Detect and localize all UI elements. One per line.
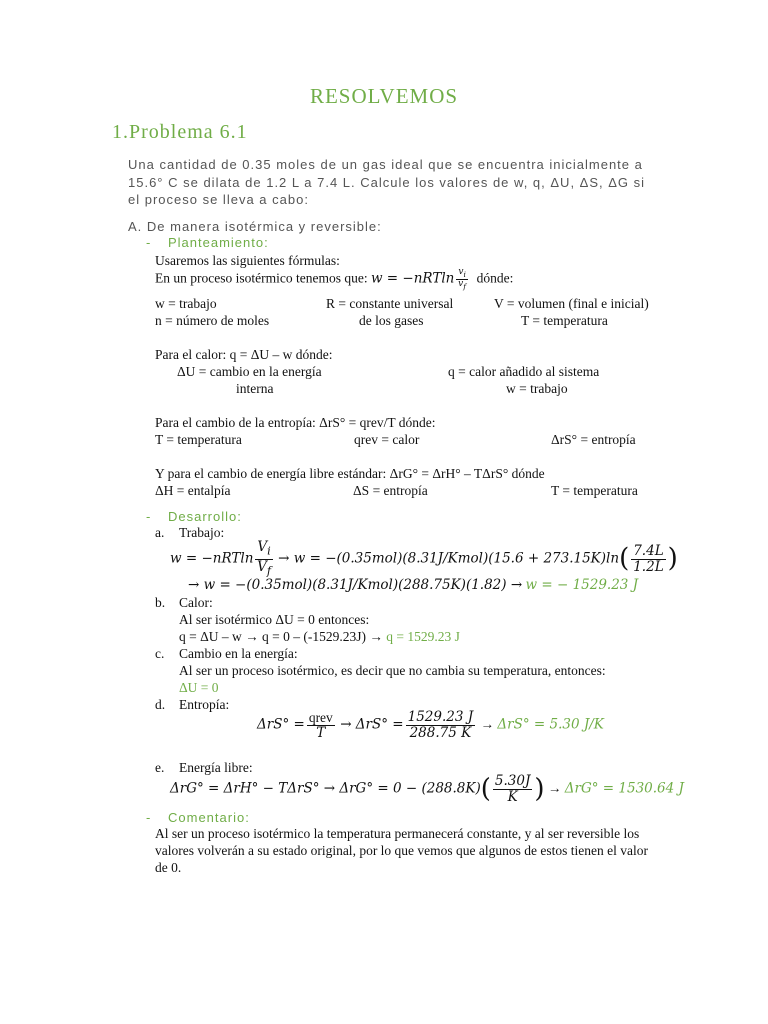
step-d-title: d. Entropía:	[155, 697, 230, 712]
heat-var-du-cont: interna	[236, 381, 274, 396]
gibbs-equation: ΔrG° = ΔrH° − TΔrS° → ΔrG° = 0 − (288.8K)( $\frac{5.30J}{K}$ ) → ΔrG° = 1530.64 J	[170, 773, 684, 805]
work-equation-2: → w = −(0.35mol)(8.31J/Kmol)(288.75K)(1.82) → w = − 1529.23 J	[188, 577, 639, 593]
var-v: V = volumen (final e inicial)	[494, 296, 649, 311]
entropy-var-t: T = temperatura	[155, 432, 242, 447]
energy-line-1: Al ser un proceso isotérmico, es decir que no cambia su temperatura, entonces:	[179, 663, 606, 678]
comentario-text: Al ser un proceso isotérmico la temperatura permanecerá constante, y al ser reversible los valores volverán a su estado original, por lo que vemos que algunos de estos tienen el valor de 0.	[155, 826, 648, 875]
formulas-intro: Usaremos las siguientes fórmulas:	[155, 253, 340, 268]
planteamiento-heading: - Planteamiento:	[146, 235, 269, 250]
problem-title: 1.Problema 6.1	[112, 121, 248, 143]
var-r: R = constante universal	[326, 296, 454, 311]
step-e-title: e. Energía libre:	[155, 760, 253, 775]
work-result: w = − 1529.23 J	[525, 577, 639, 593]
var-w: w = trabajo	[155, 296, 217, 311]
entropy-result: ΔrS° = 5.30 J/K	[497, 716, 604, 733]
step-b-title: b. Calor:	[155, 595, 213, 610]
gibbs-result: ΔrG° = 1530.64 J	[564, 780, 684, 797]
vi-vf-fraction: $\frac{V_i}{V_f}$	[257, 539, 272, 578]
energy-result: ΔU = 0	[179, 680, 219, 695]
heat-var-du: ΔU = cambio en la energía	[177, 364, 322, 379]
entropy-var-q: qrev = calor	[354, 432, 420, 447]
section-a-heading: A. De manera isotérmica y reversible:	[128, 219, 382, 234]
volume-fraction: $\frac{v_i}{v_f}$	[458, 267, 467, 291]
var-t: T = temperatura	[521, 313, 608, 328]
var-n: n = número de moles	[155, 313, 270, 328]
heat-var-q: q = calor añadido al sistema	[448, 364, 600, 379]
gibbs-fraction: $\frac{5.30J}{K}$	[494, 773, 531, 805]
step-a-title: a. Trabajo:	[155, 525, 225, 540]
problem-statement: Una cantidad de 0.35 moles de un gas ideal que se encuentra inicialmente a 15.6° C se dilata de 1.2 L a 7.4 L. Calcule los valores de w, q, ΔU, ΔS, ΔG si el proceso se lleva a cabo:	[128, 157, 646, 207]
gibbs-formula: Y para el cambio de energía libre estándar: ΔrG° = ΔrH° – TΔrS° dónde	[155, 466, 545, 481]
heat-line-2: q = ΔU – w → q = 0 – (-1529.23J) → q = 1529.23 J	[179, 629, 460, 644]
gibbs-var-h: ΔH = entalpía	[155, 483, 231, 498]
heat-formula: Para el calor: q = ΔU – w dónde:	[155, 347, 333, 362]
desarrollo-heading: - Desarrollo:	[146, 509, 242, 524]
heat-result: q = 1529.23 J	[386, 629, 460, 644]
entropy-value-fraction: $\frac{1529.23 J}{288.75 K}$	[407, 709, 474, 741]
isothermal-line: En un proceso isotérmico tenemos que: w = −nRTln $\frac{v_i}{v_f}$ dónde:	[155, 267, 514, 291]
qrev-over-t: $\frac{\text{qrev}}{T}$	[308, 710, 333, 741]
gibbs-var-t: T = temperatura	[551, 483, 638, 498]
comentario-heading: - Comentario:	[146, 810, 250, 825]
gibbs-var-s: ΔS = entropía	[353, 483, 428, 498]
step-c-title: c. Cambio en la energía:	[155, 646, 298, 661]
work-formula: w = −nRTln	[370, 270, 455, 287]
var-r-cont: de los gases	[359, 313, 424, 328]
entropy-formula: Para el cambio de la entropía: ΔrS° = qrev/T dónde:	[155, 415, 436, 430]
work-equation-1: w = −nRTln $\frac{V_i}{V_f}$ → w = −(0.35mol)(8.31J/Kmol)(15.6 + 273.15K)ln( $\frac{7.4L}{1.2L}$ )	[170, 539, 678, 578]
entropy-equation: ΔrS° = $\frac{\text{qrev}}{T}$ → ΔrS° = $\frac{1529.23 J}{288.75 K}$ → ΔrS° = 5.30 J/K	[257, 709, 604, 741]
heat-var-w: w = trabajo	[506, 381, 568, 396]
heat-line-1: Al ser isotérmico ΔU = 0 entonces:	[179, 612, 370, 627]
page-title: RESOLVEMOS	[309, 84, 459, 108]
volume-ratio-fraction: $\frac{7.4L}{1.2L}$	[633, 542, 664, 575]
entropy-var-s: ΔrS° = entropía	[551, 432, 636, 447]
